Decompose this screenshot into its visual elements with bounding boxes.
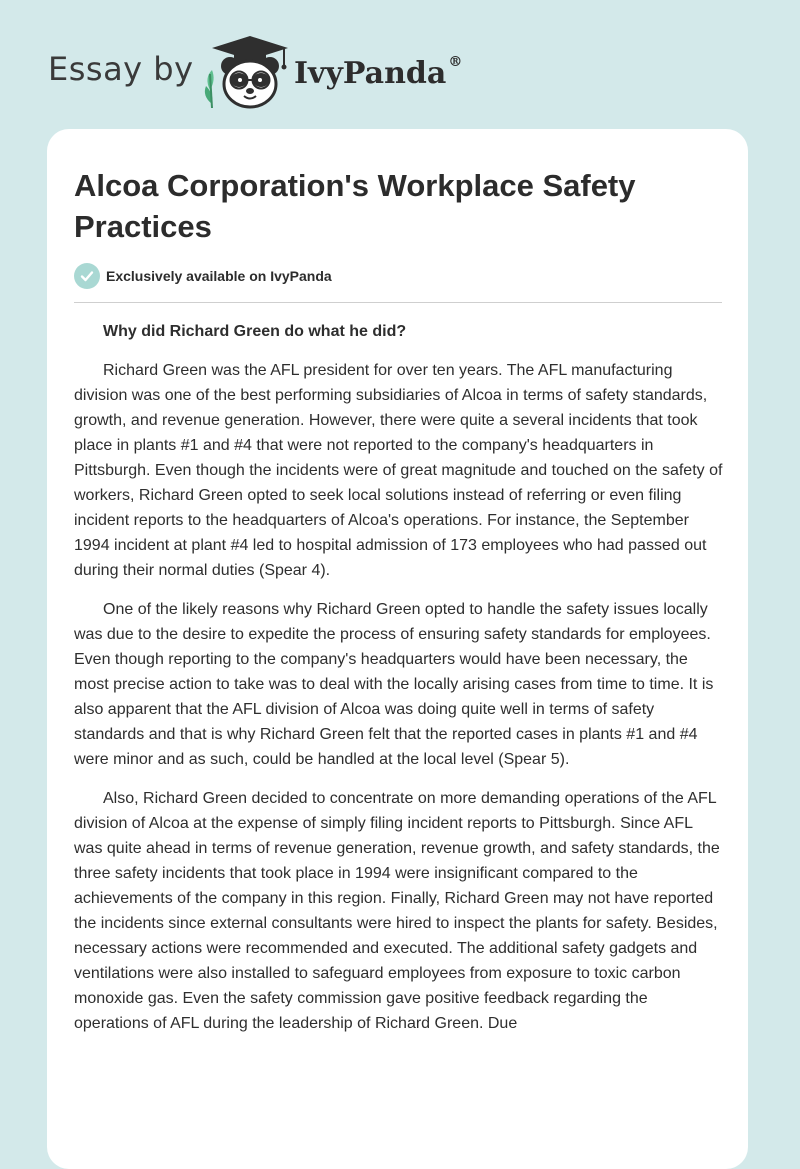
paragraph: Richard Green was the AFL president for over ten years. The AFL manufacturing division was one of the best performing subsidiaries of Alcoa in terms of safety standards, growth, and revenue generation. However, there were quite a several incidents that took place in plants #1 and #4 that were not reported to the company's headquarters in Pittsburgh. Even though the incidents were of great magnitude and touched on the safety of workers, Richard Green opted to seek local solutions instead of referring or even filing incident reports to the headquarters of Alcoa's operations. For instance, the September 1994 incident at plant #4 led to hospital admission of 173 employees who had passed out during their normal duties (Spear 4). (74, 362, 723, 579)
panda-graduate-icon (200, 34, 300, 110)
registered-mark: ® (448, 54, 463, 70)
brand-name[interactable]: IvyPanda ® (294, 54, 463, 91)
paragraph: One of the likely reasons why Richard Green opted to handle the safety issues locally was due to the desire to expedite the process of ensuring safety standards for employees. Even though reporting to the company's headquarters would have been necessary, the most precise action to take was to deal with the locally arising cases from time to time. It is also apparent that the AFL division of Alcoa was doing quite well in terms of safety standards and that is why Richard Green felt that the reported cases in plants #1 and #4 were minor and as such, could be handled at the local level (Spear 5). (74, 601, 714, 768)
essay-body (74, 319, 724, 1050)
paragraph: Also, Richard Green decided to concentrate on more demanding operations of the AFL division of Alcoa at the expense of simply filing incident reports to Pittsburgh. Since AFL was quite ahead in terms of revenue generation, revenue growth, and safety standards, the three safety incidents that took place in 1994 were insignificant compared to the achievements of the company in this region. Finally, Richard Green may not have reported the incidents since external consultants were hired to inspect the plants for safety. Besides, necessary actions were recommended and executed. The additional safety gadgets and ventilations were also installed to safeguard employees from exposure to toxic carbon monoxide gas. Even the safety commission gave positive feedback regarding the operations of AFL during the leadership of Richard Green. Due (74, 790, 720, 1032)
availability-badge (74, 263, 332, 289)
divider (74, 302, 722, 303)
availability-text: Exclusively available on IvyPanda (106, 268, 332, 284)
site-header (48, 34, 548, 114)
section-heading: Why did Richard Green do what he did? (103, 323, 407, 340)
check-circle-icon (74, 263, 100, 289)
essay-by-label: Essay by (48, 50, 194, 88)
essay-card (47, 129, 748, 1169)
page-title: Alcoa Corporation's Workplace Safety Practices (74, 168, 636, 244)
